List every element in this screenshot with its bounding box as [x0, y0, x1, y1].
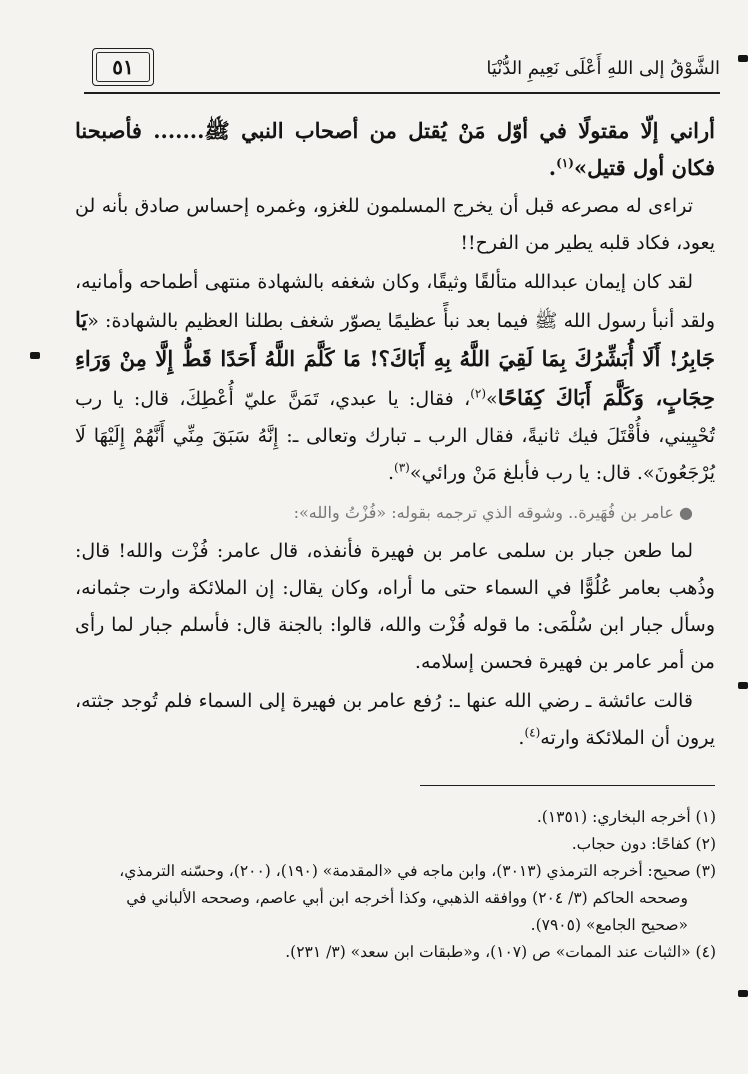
footnote-ref: (١) [556, 156, 574, 170]
main-text [75, 112, 715, 759]
page-number: ٥١ [112, 55, 134, 79]
quote-close: » [486, 388, 498, 410]
margin-mark [738, 682, 748, 689]
footnote-ref: (٢) [470, 386, 487, 401]
footnote-1: (١) أخرجه البخاري: (١٣٥١). [536, 808, 716, 826]
page-header [84, 40, 720, 94]
paragraph-hadith-opening: أراني إلّا مقتولًا في أوّل مَنْ يُقتل من أصحاب النبي ﷺ....... فأصبحنا فكان أول قتيل»$^{(١)}$. [75, 118, 715, 180]
footnote-ref: (٣) [394, 460, 410, 475]
section-subheading: ● عامر بن فُهَيرة.. وشوقه الذي ترجمه بقوله: «فُزْتُ والله»: [293, 503, 693, 522]
paragraph-text: أراني إلّا مقتولًا في أوّل مَنْ يُقتل من أصحاب النبي ﷺ....... فأصبحنا فكان أول قتيل» [75, 118, 715, 180]
paragraph-text: لقد كان إيمان عبدالله متألقًا وثيقًا، وكان شغفه بالشهادة منتهى أطماحه وأمانيه، ولقد أنبأ رسول الله ﷺ فيما بعد نبأً عظيمًا يصوّر شغف بطلنا العظيم بالشهادة: « [75, 271, 715, 332]
margin-mark [738, 55, 748, 62]
margin-mark [30, 352, 40, 359]
footnote-3: (٣) صحيح: أخرجه الترمذي (٣٠١٣)، وابن ماجه في «المقدمة» (١٩٠)، (٢٠٠)، وحسّنه الترمذي، وصححه الحاكم (٣/ ٢٠٤) ووافقه الذهبي، وكذا أخرجه ابن أبي عاصم، وصححه الألباني في «صحيح الجامع» (٧٩٠٥). [119, 862, 716, 934]
footnote-4: (٤) «الثبات عند الممات» ص (١٠٧)، و«طبقات ابن سعد» (٣/ ٢٣١). [285, 943, 716, 961]
paragraph-abdullah-faith: لقد كان إيمان عبدالله متألقًا وثيقًا، وكان شغفه بالشهادة منتهى أطماحه وأمانيه، ولقد أنبأ رسول الله ﷺ فيما بعد نبأً عظيمًا يصوّر شغف بطلنا العظيم بالشهادة: «يَا جَابِرُ! أَلَا أُبَشِّرُكَ بِمَا لَقِيَ اللَّهُ بِهِ أَبَاكَ؟! مَا كَلَّمَ اللَّهُ أَحَدًا قَطُّ إِلَّا مِنْ وَرَاءِ حِجَابٍ، وَكَلَّمَ أَبَاكَ كِفَاحًا»$^{(٢)}$، فقال: يا عبدي، تَمَنَّ عليّ أُعْطِكَ، قال: يا رب تُحْيِيني، فأُقْتَلَ فيك ثانيةً، فقال الرب ـ تبارك وتعالى ـ: إِنَّهُ سَبَقَ مِنِّي أَنَّهُمْ إِلَيْهَا لَا يُرْجَعُونَ». قال: يا رب فأبلغ مَنْ ورائي»$^{(٣)}$. [75, 271, 715, 484]
hadith-quote: يَا جَابِرُ! أَلَا أُبَشِّرُكَ بِمَا لَقِيَ اللَّهُ بِهِ أَبَاكَ؟! مَا كَلَّمَ اللَّهُ أَحَدًا قَطُّ إِلَّا مِنْ وَرَاءِ حِجَابٍ، وَكَلَّمَ أَبَاكَ كِفَاحًا [75, 307, 715, 410]
footnote-2: (٢) كفاحًا: دون حجاب. [571, 835, 716, 853]
paragraph-premonition: تراءى له مصرعه قبل أن يخرج المسلمون للغزو، وغمره إحساس صادق بأنه لن يعود، فكاد قلبه يطير من الفرح!! [75, 195, 715, 254]
footnote-divider [420, 785, 715, 786]
page-number-frame [92, 48, 154, 86]
footnote-ref: (٤) [524, 725, 541, 740]
running-title: الشَّوْقُ إلى اللهِ أَعْلَى نَعِيمِ الدُّنْيَا [486, 58, 720, 79]
paragraph-text: قالت عائشة ـ رضي الله عنها ـ: رُفع عامر بن فهيرة إلى السماء فلم تُوجد جثته، يرون أن الملائكة وارته [75, 690, 715, 749]
paragraph-text-continued: ، فقال: يا عبدي، تَمَنَّ عليّ أُعْطِكَ، قال: يا رب تُحْيِيني، فأُقْتَلَ فيك ثانيةً، فقال الرب ـ تبارك وتعالى ـ: إِنَّهُ سَبَقَ مِنِّي أَنَّهُمْ إِلَيْهَا لَا يُرْجَعُونَ». قال: يا رب فأبلغ مَنْ ورائي» [75, 388, 715, 484]
footnotes [78, 804, 716, 966]
paragraph-amir-ibn-fuhayra: لما طعن جبار بن سلمى عامر بن فهيرة فأنفذه، قال عامر: فُزْت والله! قال: وذُهب بعامر عُلُوًّا في السماء حتى ما أراه، وكان يقال: إن الملائكة وارت جثمانه، وسأل جبار ابن سُلْمَى: ما قوله فُزْت والله، قالوا: بالجنة قال: فأسلم جبار لما رأى من أمر عامر بن فهيرة فحسن إسلامه. [75, 540, 715, 673]
paragraph-aisha-narration: قالت عائشة ـ رضي الله عنها ـ: رُفع عامر بن فهيرة إلى السماء فلم تُوجد جثته، يرون أن الملائكة وارته$^{(٤)}$. [75, 690, 715, 749]
margin-mark [738, 990, 748, 997]
